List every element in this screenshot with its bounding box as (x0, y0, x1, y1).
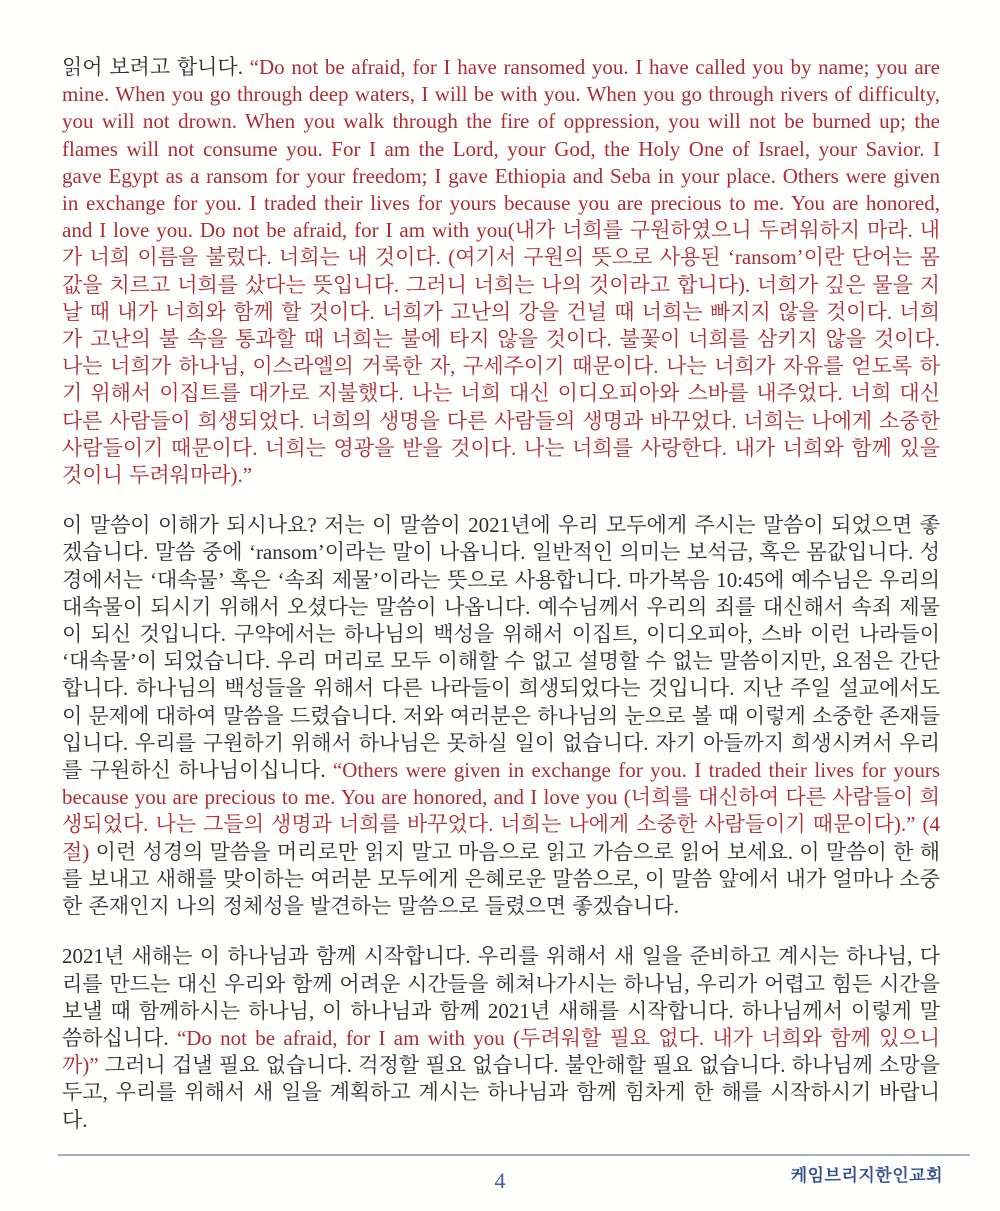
sermon-body (62, 54, 940, 1157)
paragraph-scripture-quote (62, 54, 940, 489)
text-segment: 이 말씀이 이해가 되시나요? 저는 이 말씀이 2021년에 우리 모두에게 주시는 말씀이 되었으면 좋겠습니다. 말씀 중에 ‘ransom’이라는 말이 나옵니다. 일반적인 의미는 보석금, 혹은 몸값입니다. 성경에서는 ‘대속물’ 혹은 ‘속죄 제물’이라는 뜻으로 사용합니다. 마가복음 10:45에 예수님은 우리의 대속물이 되시기 위해서 오셨다는 말씀이 나옵니다. 예수님께서 우리의 죄를 대신해서 속죄 제물이 되신 것입니다. 구약에서는 하나님의 백성을 위해서 이집트, 이디오피아, 스바 이런 나라들이 ‘대속물’이 되었습니다. 우리 머리로 모두 이해할 수 없고 설명할 수 없는 말씀이지만, 요점은 간단합니다. 하나님의 백성들을 위해서 다른 나라들이 희생되었다는 것입니다. 지난 주일 설교에서도 이 문제에 대하여 말씀을 드렸습니다. 저와 여러분은 하나님의 눈으로 볼 때 이렇게 소중한 존재들입니다. 우리를 구원하기 위해서 하나님은 못하실 일이 없습니다. 자기 아들까지 희생시켜서 우리를 구원하신 하나님이십니다. (62, 513, 940, 783)
text-segment: 2021년 새해는 이 하나님과 함께 시작합니다. 우리를 위해서 새 일을 준비하고 계시는 하나님, 다리를 만드는 대신 우리와 함께 어려운 시간들을 헤쳐나가시는 하나님, 우리가 어렵고 힘든 시간을 보낼 때 함께하시는 하나님, 이 하나님과 함께 2021년 새해를 시작합니다. 하나님께서 이렇게 말씀하십니다. (62, 944, 940, 1050)
paragraph-conclusion (62, 943, 940, 1133)
scripture-quote-text: “Others were given in exchange for you. I traded their lives for yours because you are precious to me. You are honored, and I love you (너희를 대신하여 다른 사람들이 희생되었다. 나는 그들의 생명과 너희를 바꾸었다. 너희는 나에게 소중한 사람들이기 때문이다).” (4절) (62, 758, 940, 864)
page-number: 4 (494, 1168, 506, 1193)
text-segment: 읽어 보려고 합니다. (62, 55, 250, 79)
scripture-quote-text: “Do not be afraid, for I am with you (두려워할 필요 없다. 내가 너희와 함께 있으니까)” (62, 1025, 940, 1078)
church-name: 케임브리지한인교회 (790, 1166, 943, 1185)
scripture-quote-text: “Do not be afraid, for I have ransomed you. I have called you by name; you are mine. When you go through deep waters, I will be with you. When you go through rivers of difficulty, you will not drown. When you walk through the fire of oppression, you will not be burned up; the flames will not consume you. For I am the Lord, your God, the Holy One of Israel, your Savior. I gave Egypt as a ransom for your freedom; I gave Ethiopia and Seba in your place. Others were given in exchange for you. I traded their lives for yours because you are precious to me. You are honored, and I love you. Do not be afraid, for I am with you(내가 너희를 구원하였으니 두려워하지 마라. 내가 너희 이름을 불렀다. 너희는 내 것이다. (여기서 구원의 뜻으로 사용된 ‘ransom’이란 단어는 몸값을 치르고 너희를 샀다는 뜻입니다. 그러니 너희는 나의 것이라고 합니다). 너희가 깊은 물을 지날 때 내가 너희와 함께 할 것이다. 너희가 고난의 강을 건널 때 너희는 빠지지 않을 것이다. 너희가 고난의 불 속을 통과할 때 너희는 불에 타지 않을 것이다. 불꽃이 너희를 삼키지 않을 것이다. 나는 너희가 하나님, 이스라엘의 거룩한 자, 구세주이기 때문이다. 나는 너희가 자유를 얻도록 하기 위해서 이집트를 대가로 지불했다. 나는 너희 대신 이디오피아와 스바를 내주었다. 너희 대신 다른 사람들이 희생되었다. 너희의 생명을 다른 사람들의 생명과 바꾸었다. 너희는 나에게 소중한 사람들이기 때문이다. 너희는 영광을 받을 것이다. 나는 너희를 사랑한다. 내가 너희와 함께 있을 것이니 두려워마라).” (62, 55, 940, 488)
text-segment: 이런 성경의 말씀을 머리로만 읽지 말고 마음으로 읽고 가슴으로 읽어 보세요. 이 말씀이 한 해를 보내고 새해를 맞이하는 여러분 모두에게 은혜로운 말씀으로, 이 말씀 앞에서 내가 얼마나 소중한 존재인지 나의 정체성을 발견하는 말씀으로 들렸으면 좋겠습니다. (62, 839, 940, 919)
paragraph-explanation (62, 512, 940, 920)
text-segment: 그러니 겁낼 필요 없습니다. 걱정할 필요 없습니다. 불안해할 필요 없습니다. 하나님께 소망을 두고, 우리를 위해서 새 일을 계획하고 계시는 하나님과 함께 힘차게 한 해를 시작하시기 바랍니다. (62, 1053, 940, 1132)
footer-divider (58, 1154, 970, 1156)
